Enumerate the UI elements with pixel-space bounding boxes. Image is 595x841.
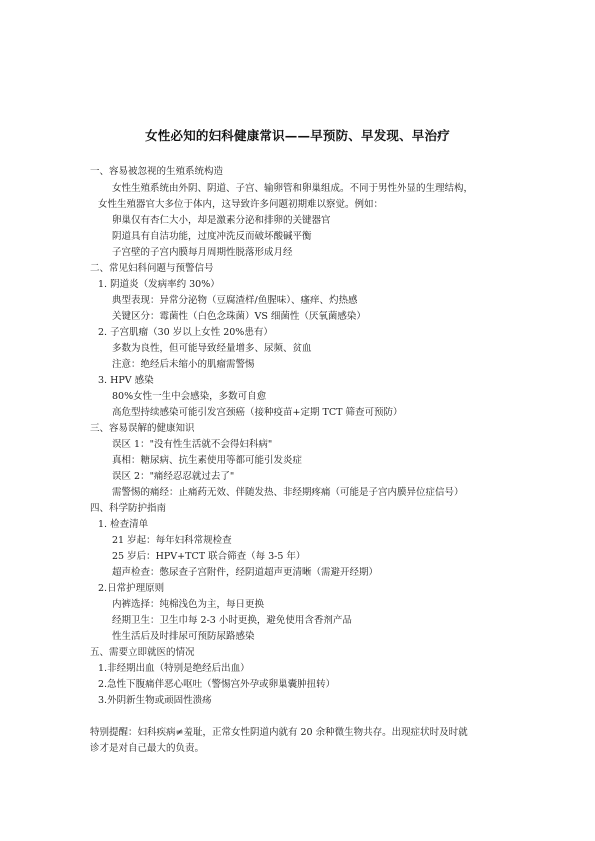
list-item: 超声检查：憋尿查子宫附件，经阴道超声更清晰（需避开经期） bbox=[112, 567, 379, 578]
list-item: 25 岁后：HPV+TCT 联合筛查（每 3-5 年） bbox=[112, 551, 306, 562]
list-item: 典型表现：异常分泌物（豆腐渣样/鱼腥味）、瘙痒、灼热感 bbox=[112, 295, 358, 306]
list-item: 经期卫生：卫生巾每 2-3 小时更换，避免使用含香剂产品 bbox=[112, 615, 352, 626]
reminder-note: 特别提醒：妇科疾病≠羞耻，正常女性阴道内就有 20 余种微生物共存。出现症状时及时就 bbox=[90, 727, 468, 738]
list-item: 高危型持续感染可能引发宫颈癌（接种疫苗+定期 TCT 筛查可预防） bbox=[112, 407, 403, 418]
numbered-item: 1. 阴道炎（发病率约 30%） bbox=[98, 279, 220, 290]
list-item: 需警惕的痛经：止痛药无效、伴随发热、非经期疼痛（可能是子宫内膜异位症信号） bbox=[112, 487, 464, 498]
list-item: 误区 2："痛经忍忍就过去了" bbox=[112, 471, 235, 482]
list-item: 误区 1："没有性生活就不会得妇科病" bbox=[112, 439, 273, 450]
section-heading: 五、需要立即就医的情况 bbox=[90, 647, 195, 658]
paragraph-line: 女性生殖器官大多位于体内，这导致许多问题初期难以察觉。例如： bbox=[98, 199, 384, 210]
reminder-note: 诊才是对自己最大的负责。 bbox=[90, 743, 205, 754]
list-item: 卵巢仅有杏仁大小，却是激素分泌和排卵的关键器官 bbox=[112, 215, 331, 226]
numbered-item: 1.非经期出血（特别是绝经后出血） bbox=[98, 663, 250, 674]
list-item: 内裤选择：纯棉浅色为主，每日更换 bbox=[112, 599, 265, 610]
list-item: 关键区分：霉菌性（白色念珠菌）VS 细菌性（厌氧菌感染） bbox=[112, 311, 366, 322]
section-heading: 四、科学防护指南 bbox=[90, 503, 167, 514]
section-heading: 一、容易被忽视的生殖系统构造 bbox=[90, 166, 224, 177]
numbered-item: 3.外阴新生物或顽固性溃疡 bbox=[98, 695, 212, 706]
numbered-item: 2.急性下腹痛伴恶心呕吐（警惕宫外孕或卵巢囊肿扭转） bbox=[98, 679, 336, 690]
list-item: 多数为良性，但可能导致经量增多、尿频、贫血 bbox=[112, 343, 312, 354]
paragraph-line: 女性生殖系统由外阴、阴道、子宫、输卵管和卵巢组成。不同于男性外显的生理结构， bbox=[112, 183, 474, 194]
list-item: 性生活后及时排尿可预防尿路感染 bbox=[112, 631, 255, 642]
list-item: 真相：糖尿病、抗生素使用等都可能引发炎症 bbox=[112, 455, 303, 466]
list-item: 子宫壁的子宫内膜每月周期性脱落形成月经 bbox=[112, 247, 293, 258]
list-item: 21 岁起：每年妇科常规检查 bbox=[112, 535, 232, 546]
section-heading: 二、常见妇科问题与预警信号 bbox=[90, 263, 214, 274]
list-item: 阴道具有自洁功能，过度冲洗反而破坏酸碱平衡 bbox=[112, 231, 312, 242]
list-item: 80%女性一生中会感染，多数可自愈 bbox=[112, 391, 267, 402]
section-heading: 三、容易误解的健康知识 bbox=[90, 423, 195, 434]
numbered-item: 1. 检查清单 bbox=[98, 519, 149, 530]
numbered-item: 3. HPV 感染 bbox=[98, 375, 154, 386]
document-title: 女性必知的妇科健康常识——早预防、早发现、早治疗 bbox=[145, 128, 450, 143]
list-item: 注意：绝经后未缩小的肌瘤需警惕 bbox=[112, 359, 255, 370]
numbered-item: 2.日常护理原则 bbox=[98, 583, 165, 594]
numbered-item: 2. 子宫肌瘤（30 岁以上女性 20%患有） bbox=[98, 327, 273, 338]
